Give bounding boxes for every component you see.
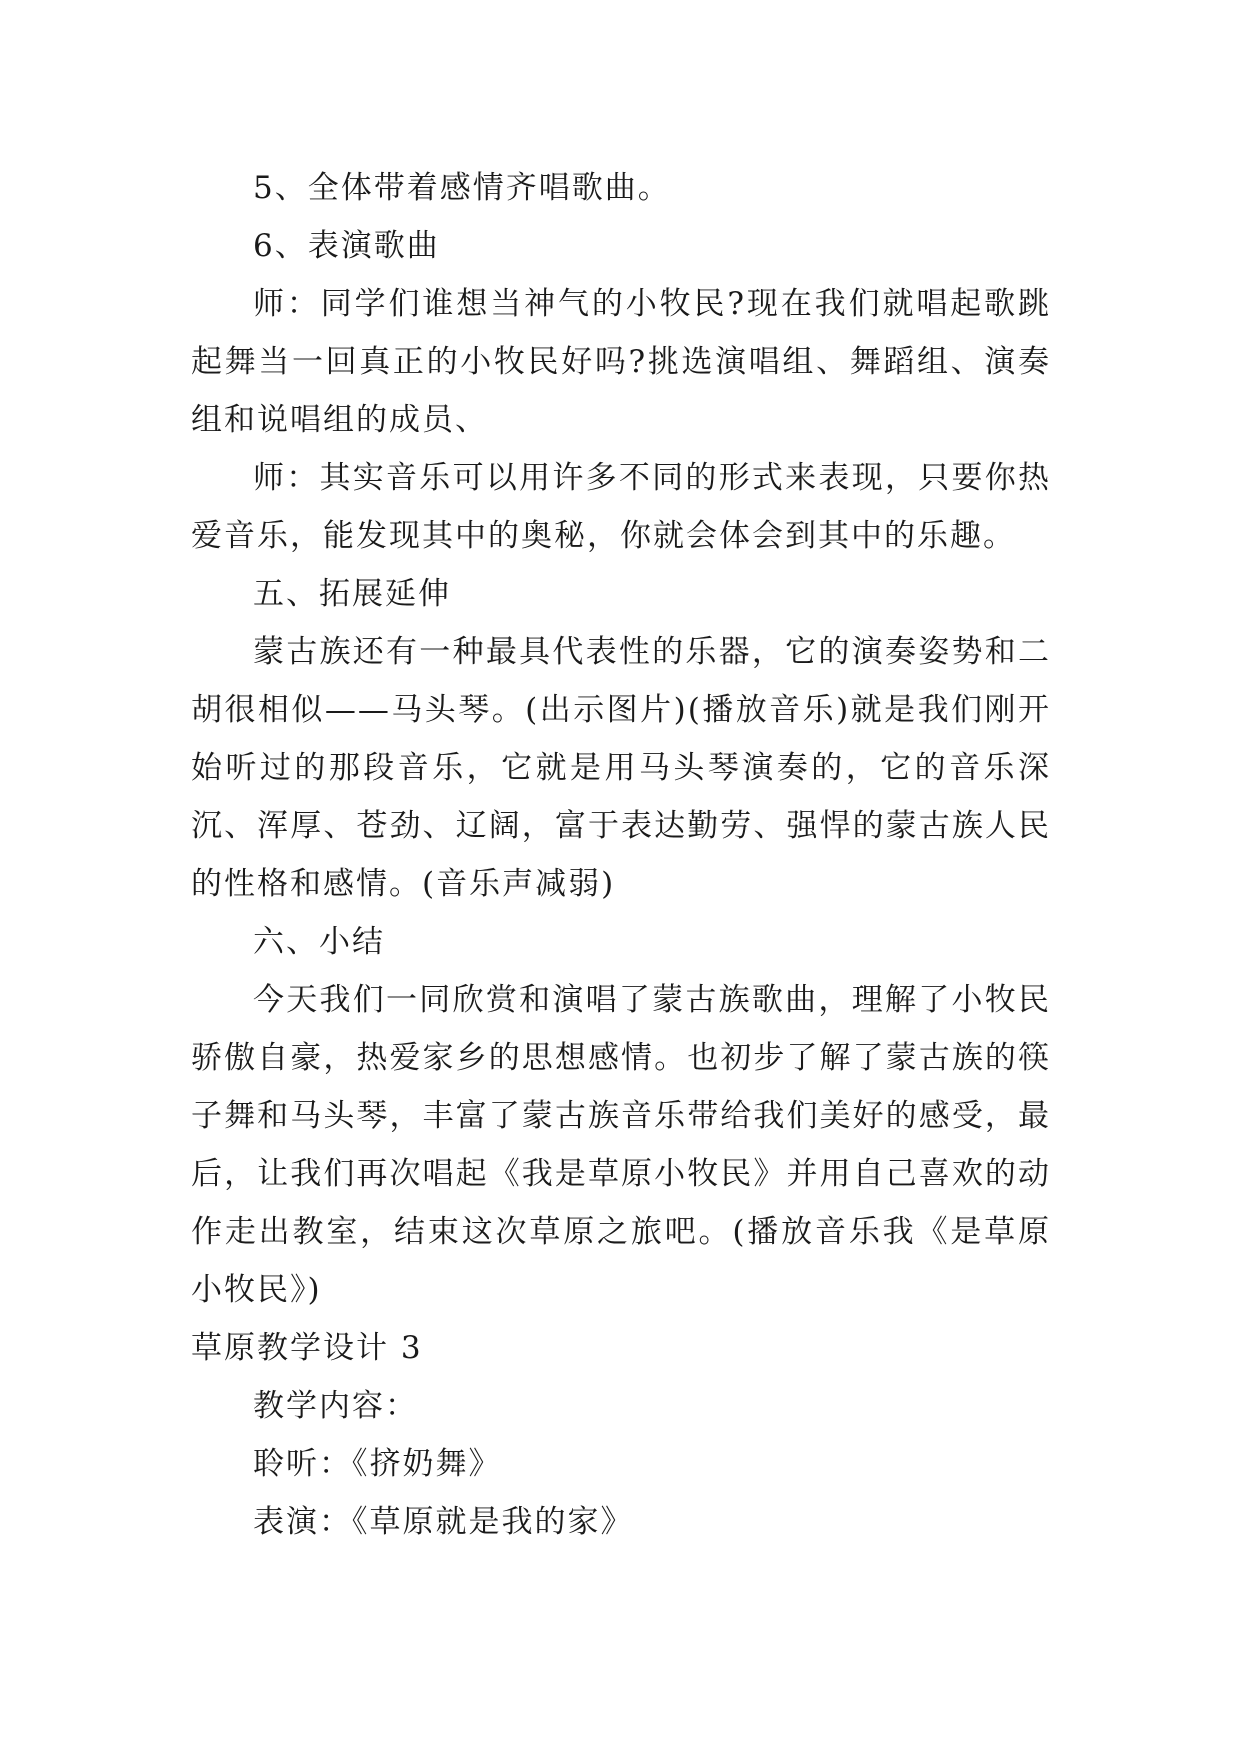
section-heading-extension: 五、拓展延伸 bbox=[253, 576, 451, 612]
document-page bbox=[191, 159, 1051, 1551]
paragraph-teacher-prompt: 师：同学们谁想当神气的小牧民?现在我们就唱起歌跳起舞当一回真正的小牧民好吗?挑选演唱组、舞蹈组、演奏组和说唱组的成员、 bbox=[191, 286, 1051, 438]
paragraph-step-6: 6、表演歌曲 bbox=[253, 228, 440, 264]
paragraph-step-5: 5、全体带着感情齐唱歌曲。 bbox=[253, 170, 671, 206]
paragraph-performance-item: 表演：《草原就是我的家》 bbox=[253, 1504, 634, 1540]
paragraph-teacher-remark: 师：其实音乐可以用许多不同的形式来表现，只要你热爱音乐，能发现其中的奥秘，你就会体会到其中的乐趣。 bbox=[191, 460, 1051, 554]
paragraph-listening-item: 聆听：《挤奶舞》 bbox=[253, 1446, 502, 1482]
paragraph-summary: 今天我们一同欣赏和演唱了蒙古族歌曲，理解了小牧民骄傲自豪，热爱家乡的思想感情。也初步了解了蒙古族的筷子舞和马头琴，丰富了蒙古族音乐带给我们美好的感受，最后，让我们再次唱起《我是草原小牧民》并用自己喜欢的动作走出教室，结束这次草原之旅吧。(播放音乐我《是草原小牧民》) bbox=[191, 982, 1051, 1308]
paragraph-teaching-content-label: 教学内容： bbox=[253, 1388, 418, 1424]
section-heading-summary: 六、小结 bbox=[253, 924, 385, 960]
paragraph-matouqin: 蒙古族还有一种最具代表性的乐器，它的演奏姿势和二胡很相似——马头琴。(出示图片)(播放音乐)就是我们刚开始听过的那段音乐，它就是用马头琴演奏的，它的音乐深沉、浑厚、苍劲、辽阔，富于表达勤劳、强悍的蒙古族人民的性格和感情。(音乐声减弱) bbox=[191, 634, 1051, 902]
document-section-title: 草原教学设计 3 bbox=[191, 1330, 423, 1366]
